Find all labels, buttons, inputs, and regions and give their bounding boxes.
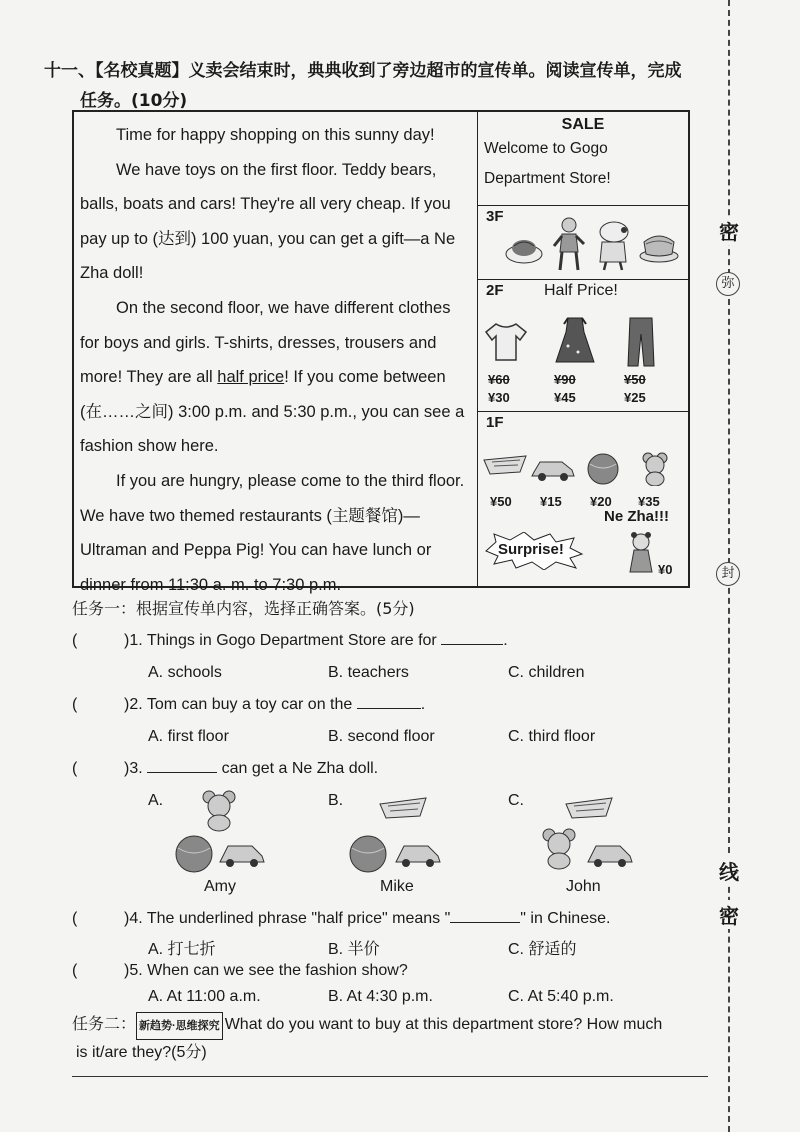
q1-option-a[interactable]: A. schools (148, 664, 222, 681)
section-heading (44, 56, 714, 116)
ball-icon (586, 452, 620, 486)
question-3: ( )3. can get a Ne Zha doll. (72, 760, 379, 777)
floor-2-label: 2F (486, 282, 504, 299)
nezha-label: Ne Zha!!! (604, 508, 669, 525)
q4-option-b[interactable]: B. 半价 (328, 941, 380, 958)
trousers-old-price: ¥50 (624, 372, 646, 387)
name-mike: Mike (380, 878, 414, 895)
dress-new-price: ¥45 (554, 390, 576, 405)
floor-1-label: 1F (486, 414, 504, 431)
answer-line[interactable] (72, 1076, 708, 1077)
q1-option-b[interactable]: B. teachers (328, 664, 409, 681)
floor-2 (478, 280, 688, 412)
side-mark-3: 密 (716, 900, 742, 929)
ball-price: ¥20 (590, 494, 612, 509)
half-price-label: Half Price! (544, 282, 618, 299)
option-c-car-icon (586, 840, 634, 868)
q1-option-c[interactable]: C. children (508, 664, 585, 681)
q3-option-a[interactable]: A. (148, 792, 164, 809)
flyer-para-3a: On the second floor, we have different clothes for boys and girls. T-shirts, dresses, trousers and more! They are all (80, 298, 451, 387)
q2-option-a[interactable]: A. first floor (148, 728, 229, 745)
teddy-bear-icon (640, 452, 670, 486)
t-shirt-icon (484, 320, 528, 364)
q5-option-b[interactable]: B. At 4:30 p.m. (328, 988, 433, 1005)
flyer-para-3 (80, 291, 471, 464)
q3-option-c[interactable]: C. (508, 792, 524, 809)
nezha-doll-icon (626, 532, 656, 576)
flyer (72, 110, 690, 594)
trousers-new-price: ¥25 (624, 390, 646, 405)
floor-3-label: 3F (486, 208, 504, 225)
name-amy: Amy (204, 878, 236, 895)
gift-price: ¥0 (658, 562, 673, 577)
task2-text: What do you want to buy at this department store? How much (224, 1016, 663, 1033)
dress-icon (554, 316, 596, 366)
flyer-text (74, 112, 478, 594)
q2-option-c[interactable]: C. third floor (508, 728, 596, 745)
tshirt-new-price: ¥30 (488, 390, 510, 405)
sale-title: SALE (561, 116, 605, 133)
flyer-para-3b: ! If you come between (在……之间) 3:00 p.m. and 5:30 p.m., you can see a fashion show here. (80, 368, 465, 456)
flyer-para-2: We have toys on the first floor. Teddy bears, balls, boats and cars! They're all very cheap. If you pay up to (达到) 100 yuan, you can get a gift—a Ne Zha doll! (80, 160, 456, 283)
q2-option-b[interactable]: B. second floor (328, 728, 435, 745)
option-a-car-icon (218, 840, 266, 868)
task2 (72, 1012, 712, 1066)
car-price: ¥15 (540, 494, 562, 509)
tshirt-old-price: ¥60 (488, 372, 510, 387)
toy-car-icon (530, 456, 576, 482)
task2-label: 任务二： (72, 1016, 137, 1033)
floor-1 (478, 412, 688, 588)
underlined-half-price: half price (217, 368, 285, 387)
q4-option-a[interactable]: A. 打七折 (148, 941, 216, 958)
q4-option-c[interactable]: C. 舒适的 (508, 941, 577, 958)
question-1: ( )1. Things in Gogo Department Store are for . (72, 632, 508, 649)
ultraman-icon (552, 216, 586, 272)
food-plate-icon (504, 226, 544, 266)
side-mark-2: 线 (716, 856, 742, 885)
task2-text-2: is it/are they?(5分) (76, 1044, 207, 1061)
heading-text-2: 任务。(10分) (80, 91, 188, 111)
heading-tag: 【名校真题】 (95, 61, 189, 81)
option-a-ball-icon (174, 834, 214, 874)
flyer-ad (478, 112, 688, 586)
option-c-bear-icon (540, 828, 578, 870)
question-4: ( )4. The underlined phrase "half price" means " " in Chinese. (72, 910, 611, 927)
flyer-para-1: Time for happy shopping on this sunny day! (116, 126, 435, 144)
heading-text: 义卖会结束时，典典收到了旁边超市的宣传单。阅读宣传单，完成 (188, 61, 682, 81)
ad-header (478, 112, 688, 206)
option-a-bear-icon (200, 790, 238, 832)
q5-option-c[interactable]: C. At 5:40 p.m. (508, 988, 614, 1005)
option-b-boat-icon (378, 794, 428, 822)
dress-old-price: ¥90 (554, 372, 576, 387)
task2-badge: 新趋势·思维探究 (136, 1012, 223, 1040)
name-john: John (566, 878, 601, 895)
side-mark-1: 密 (716, 216, 742, 245)
option-c-boat-icon (564, 794, 614, 822)
floor-3 (478, 206, 688, 280)
boat-icon (482, 452, 528, 478)
heading-number: 十一、 (44, 61, 95, 81)
surprise-burst (484, 532, 584, 570)
option-b-car-icon (394, 840, 442, 868)
peppa-pig-icon (592, 218, 632, 272)
surprise-text: Surprise! (498, 541, 564, 558)
cake-icon (638, 228, 680, 264)
flyer-para-4: If you are hungry, please come to the third floor. We have two themed restaurants (主题餐馆)— Ultraman and Peppa Pig! You can have lunch or dinner from 11:30 a. m. to 7:30 p.m. (80, 471, 465, 594)
question-5: ( )5. When can we see the fashion show? (72, 962, 408, 979)
q5-option-a[interactable]: A. At 11:00 a.m. (148, 988, 261, 1005)
side-circle-2: 封 (716, 562, 740, 586)
side-circle-1: 弥 (716, 272, 740, 296)
trousers-icon (626, 316, 656, 368)
bear-price: ¥35 (638, 494, 660, 509)
question-2: ( )2. Tom can buy a toy car on the . (72, 696, 426, 713)
option-b-ball-icon (348, 834, 388, 874)
task1-title: 任务一：根据宣传单内容，选择正确答案。(5分) (72, 599, 415, 618)
boat-price: ¥50 (490, 494, 512, 509)
q3-option-b[interactable]: B. (328, 792, 344, 809)
welcome-text: Welcome to Gogo Department Store! (484, 140, 611, 187)
